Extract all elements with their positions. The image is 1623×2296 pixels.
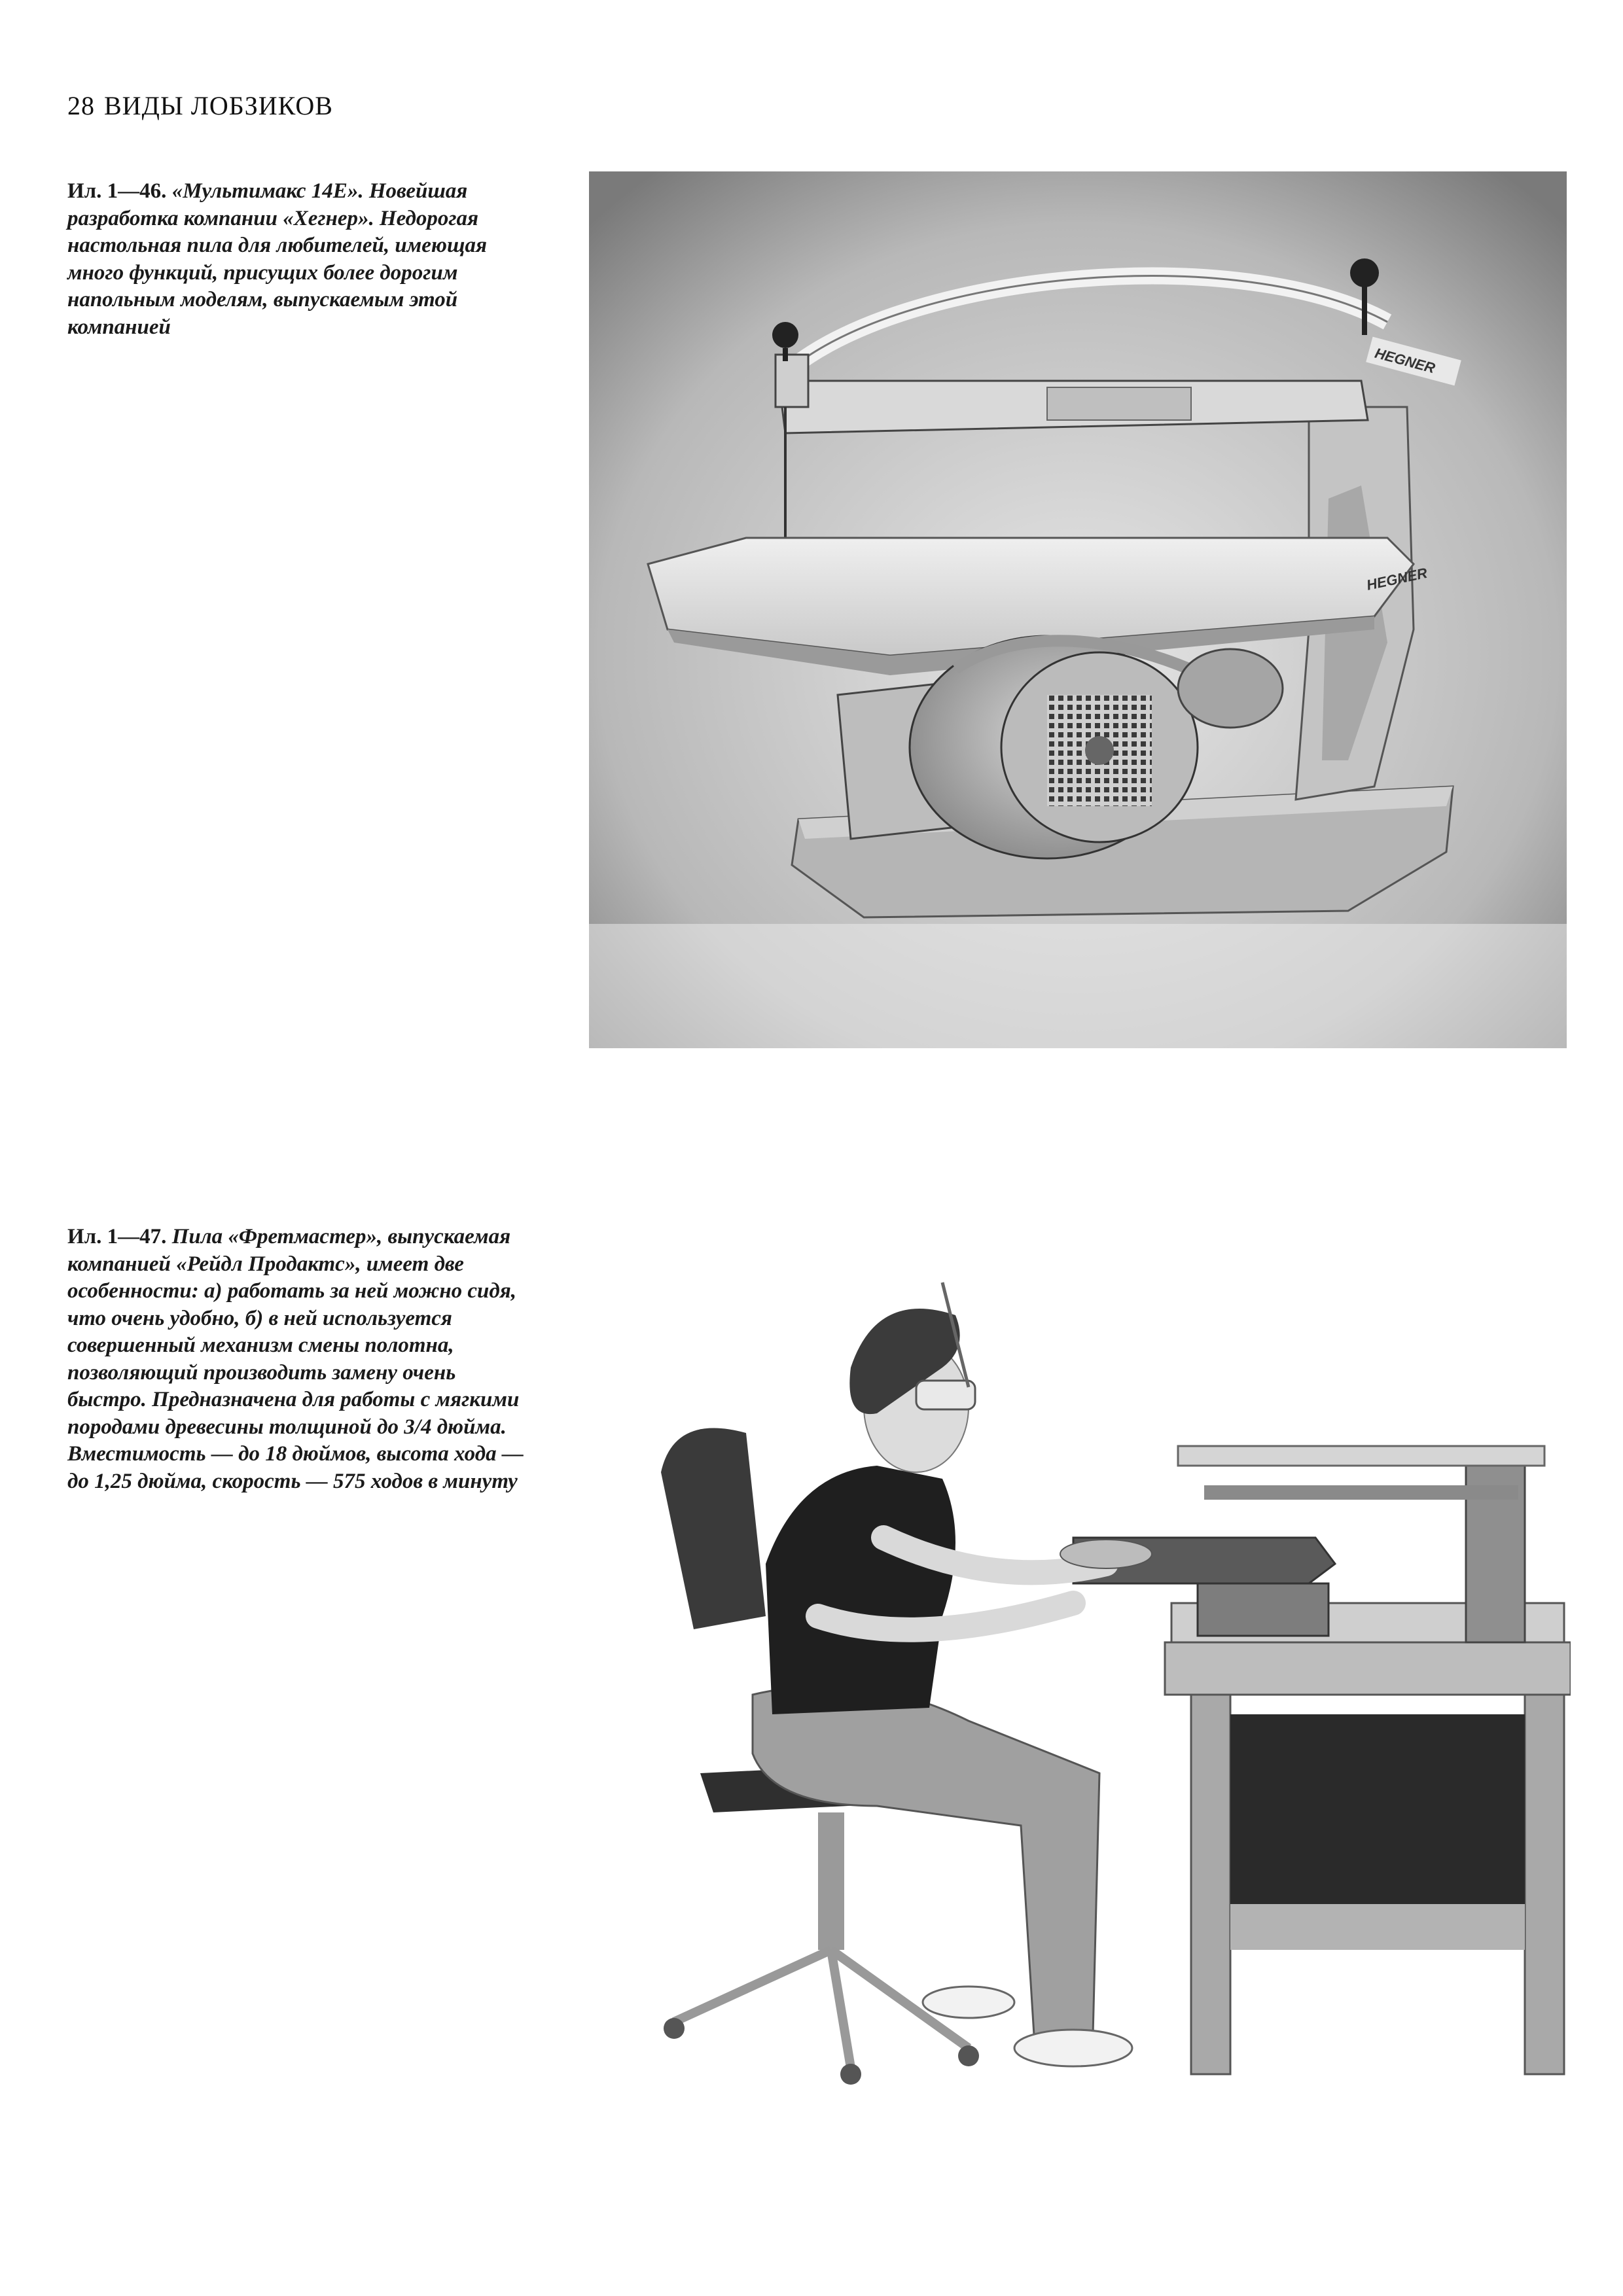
saw-logo-front: HEGNER (1364, 564, 1429, 593)
page-header (67, 90, 333, 121)
figure-caption-1-47 (67, 1224, 526, 1495)
figure-label: Ил. 1—47. (67, 1225, 167, 1248)
section-title: ВИДЫ ЛОБЗИКОВ (104, 91, 333, 120)
figure-caption-text: «Мультимакс 14Е». Новейшая разработка компании «Хегнер». Недорогая настольная пила для любителей, имеющая много функций, присущих более дорогим напольным моделям, выпускаемым этой компанией (67, 179, 488, 339)
photo-fretmaster-saw-seated (602, 1197, 1571, 2153)
figure-label: Ил. 1—46. (67, 179, 167, 203)
photo-scroll-saw-hegner (589, 171, 1567, 1048)
figure-caption-text: Пила «Фретмастер», выпускаемая компанией «Рейдл Продактс», имеет две особенности: а) работать за ней можно сидя, что очень удобно, б) в ней используется совершенный механизм смены полотна, позволяющий производить замену очень быстро. Предназначена для работы с мягкими породами древесины толщиной до 3/4 дюйма. Вместимость — до 18 дюймов, высота хода — до 1,25 дюйма, скорость — 575 ходов в минуту (67, 1225, 524, 1493)
figure-caption-1-46 (67, 178, 526, 341)
page-number: 28 (67, 91, 95, 120)
saw-logo-rear: HEGNER (1373, 344, 1437, 377)
